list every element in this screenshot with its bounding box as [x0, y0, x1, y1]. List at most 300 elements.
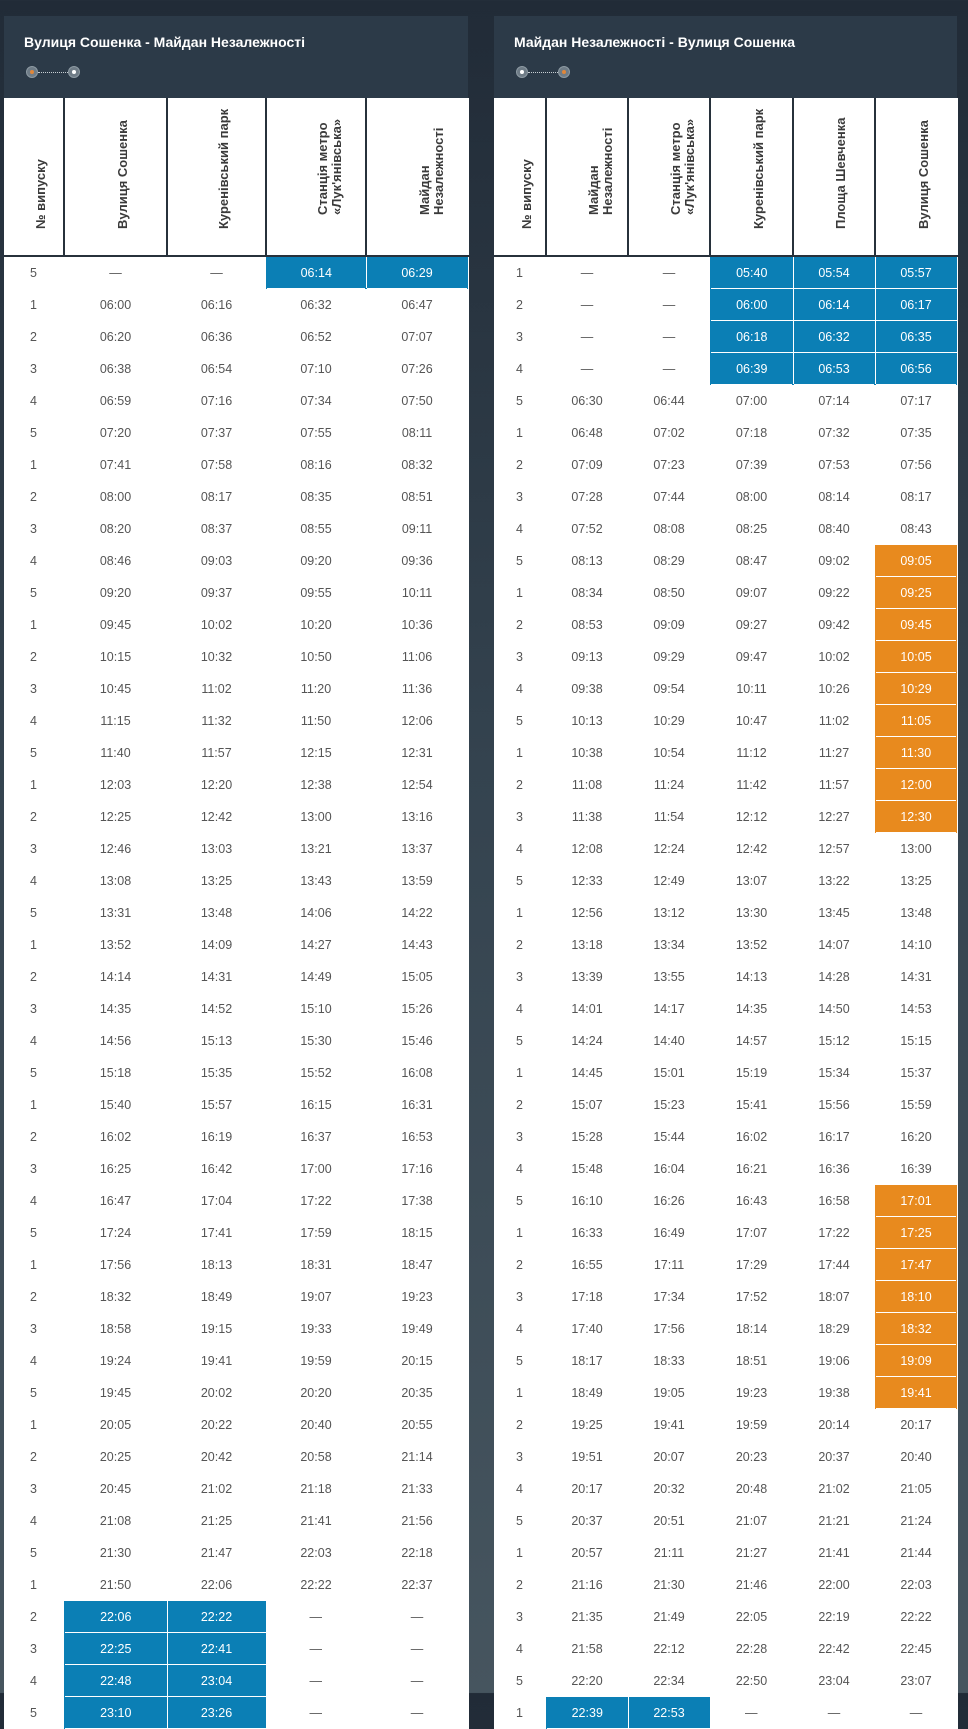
departure-time-cell: 20:07 — [628, 1441, 710, 1473]
departure-time-cell: 14:52 — [167, 993, 266, 1025]
column-header-label: Вулиця Сошенка — [114, 120, 130, 229]
timetable — [4, 98, 469, 1729]
departure-time-cell: 08:20 — [64, 513, 167, 545]
table-row — [494, 449, 957, 481]
departure-time-cell: 09:13 — [546, 641, 628, 673]
departure-time-cell: 19:23 — [366, 1281, 468, 1313]
departure-time-cell: 07:44 — [628, 481, 710, 513]
departure-time-cell: 21:35 — [546, 1601, 628, 1633]
departure-time-cell: 15:05 — [366, 961, 468, 993]
table-row — [494, 256, 957, 289]
departure-time-cell: 18:14 — [710, 1313, 793, 1345]
departure-time-cell: 11:38 — [546, 801, 628, 833]
departure-time-cell: 10:29 — [875, 673, 957, 705]
departure-time-cell: 18:33 — [628, 1345, 710, 1377]
table-row — [4, 481, 468, 513]
departure-time-cell: 15:44 — [628, 1121, 710, 1153]
release-number-cell: 1 — [494, 1377, 546, 1409]
departure-time-cell: 12:24 — [628, 833, 710, 865]
release-number-cell: 4 — [494, 993, 546, 1025]
release-number-cell: 4 — [4, 705, 64, 737]
departure-time-cell: 13:25 — [167, 865, 266, 897]
departure-time-cell: 16:39 — [875, 1153, 957, 1185]
departure-time-cell: 17:07 — [710, 1217, 793, 1249]
departure-time-cell: 22:12 — [628, 1633, 710, 1665]
departure-time-cell: 11:57 — [167, 737, 266, 769]
release-number-cell: 3 — [494, 321, 546, 353]
departure-time-cell: 10:11 — [366, 577, 468, 609]
departure-time-cell: 07:39 — [710, 449, 793, 481]
release-number-cell: 4 — [494, 1153, 546, 1185]
departure-time-cell: 20:02 — [167, 1377, 266, 1409]
departure-time-cell: 13:31 — [64, 897, 167, 929]
departure-time-cell: 22:53 — [628, 1697, 710, 1729]
departure-time-cell: 17:22 — [266, 1185, 366, 1217]
departure-time-cell: — — [628, 289, 710, 321]
table-row — [494, 1345, 957, 1377]
departure-time-cell: 21:41 — [266, 1505, 366, 1537]
departure-time-cell: 22:37 — [366, 1569, 468, 1601]
departure-time-cell: — — [366, 1601, 468, 1633]
departure-time-cell: 12:33 — [546, 865, 628, 897]
departure-time-cell: 13:52 — [64, 929, 167, 961]
departure-time-cell: 13:03 — [167, 833, 266, 865]
release-number-cell: 1 — [4, 1569, 64, 1601]
release-number-cell: 4 — [494, 1473, 546, 1505]
departure-time-cell: 12:42 — [710, 833, 793, 865]
departure-time-cell: 10:05 — [875, 641, 957, 673]
departure-time-cell: 20:25 — [64, 1441, 167, 1473]
departure-time-cell: 15:30 — [266, 1025, 366, 1057]
departure-time-cell: 10:32 — [167, 641, 266, 673]
departure-time-cell: 11:24 — [628, 769, 710, 801]
departure-time-cell: 12:12 — [710, 801, 793, 833]
departure-time-cell: 17:34 — [628, 1281, 710, 1313]
column-header-label: Майдан Незалежності — [416, 127, 446, 215]
departure-time-cell: 12:46 — [64, 833, 167, 865]
departure-time-cell: 09:03 — [167, 545, 266, 577]
departure-time-cell: 16:08 — [366, 1057, 468, 1089]
timetable-panel-left — [4, 16, 468, 1729]
release-number-cell: 5 — [494, 865, 546, 897]
table-row — [494, 1281, 957, 1313]
departure-time-cell: 07:52 — [546, 513, 628, 545]
departure-time-cell: 09:20 — [266, 545, 366, 577]
departure-time-cell: 21:16 — [546, 1569, 628, 1601]
departure-time-cell: 07:18 — [710, 417, 793, 449]
departure-time-cell: 07:16 — [167, 385, 266, 417]
release-number-cell: 1 — [4, 769, 64, 801]
table-row — [494, 1121, 957, 1153]
table-row — [494, 577, 957, 609]
departure-time-cell: 15:41 — [710, 1089, 793, 1121]
release-number-cell: 5 — [4, 1537, 64, 1569]
departure-time-cell: 08:53 — [546, 609, 628, 641]
departure-time-cell: 21:02 — [793, 1473, 875, 1505]
departure-time-cell: 14:35 — [710, 993, 793, 1025]
departure-time-cell: 22:05 — [710, 1601, 793, 1633]
departure-time-cell: 07:55 — [266, 417, 366, 449]
departure-time-cell: 08:16 — [266, 449, 366, 481]
departure-time-cell: 12:25 — [64, 801, 167, 833]
column-header — [266, 98, 366, 256]
departure-time-cell: 17:56 — [64, 1249, 167, 1281]
departure-time-cell: 21:11 — [628, 1537, 710, 1569]
release-number-cell: 3 — [4, 353, 64, 385]
departure-time-cell: 21:41 — [793, 1537, 875, 1569]
departure-time-cell: 15:12 — [793, 1025, 875, 1057]
release-number-cell: 4 — [4, 1025, 64, 1057]
table-row — [494, 1537, 957, 1569]
departure-time-cell: 19:41 — [875, 1377, 957, 1409]
release-number-cell: 2 — [4, 1601, 64, 1633]
departure-time-cell: 10:11 — [710, 673, 793, 705]
departure-time-cell: 08:00 — [64, 481, 167, 513]
table-row — [4, 1057, 468, 1089]
departure-time-cell: 15:28 — [546, 1121, 628, 1153]
departure-time-cell: 19:24 — [64, 1345, 167, 1377]
release-number-cell: 1 — [4, 1249, 64, 1281]
departure-time-cell: 16:58 — [793, 1185, 875, 1217]
release-number-cell: 5 — [494, 545, 546, 577]
departure-time-cell: 19:41 — [628, 1409, 710, 1441]
departure-time-cell: 06:16 — [167, 289, 266, 321]
departure-time-cell: 22:22 — [167, 1601, 266, 1633]
departure-time-cell: 22:06 — [64, 1601, 167, 1633]
departure-time-cell: 16:04 — [628, 1153, 710, 1185]
release-number-cell: 2 — [494, 449, 546, 481]
departure-time-cell: — — [366, 1665, 468, 1697]
departure-time-cell: 19:07 — [266, 1281, 366, 1313]
release-number-cell: 4 — [494, 513, 546, 545]
departure-time-cell: 22:34 — [628, 1665, 710, 1697]
departure-time-cell: 18:58 — [64, 1313, 167, 1345]
departure-time-cell: 17:29 — [710, 1249, 793, 1281]
departure-time-cell: 16:21 — [710, 1153, 793, 1185]
departure-time-cell: 09:29 — [628, 641, 710, 673]
departure-time-cell: 15:26 — [366, 993, 468, 1025]
departure-time-cell: 07:23 — [628, 449, 710, 481]
column-header-label: Куренівський парк — [750, 108, 766, 229]
departure-time-cell: — — [546, 353, 628, 385]
departure-time-cell: 08:13 — [546, 545, 628, 577]
departure-time-cell: 15:46 — [366, 1025, 468, 1057]
table-row — [494, 1057, 957, 1089]
departure-time-cell: 13:08 — [64, 865, 167, 897]
departure-time-cell: 21:44 — [875, 1537, 957, 1569]
departure-time-cell: 16:33 — [546, 1217, 628, 1249]
table-row — [494, 545, 957, 577]
departure-time-cell: 13:45 — [793, 897, 875, 929]
departure-time-cell: 11:20 — [266, 673, 366, 705]
table-row — [494, 993, 957, 1025]
departure-time-cell: — — [266, 1697, 366, 1729]
departure-time-cell: 07:56 — [875, 449, 957, 481]
release-number-cell: 1 — [494, 1537, 546, 1569]
release-number-cell: 2 — [494, 1409, 546, 1441]
departure-time-cell: 15:40 — [64, 1089, 167, 1121]
departure-time-cell: 13:55 — [628, 961, 710, 993]
departure-time-cell: 18:07 — [793, 1281, 875, 1313]
column-header-label: Станція метро «Лук'янівська» — [315, 118, 344, 215]
table-row — [4, 545, 468, 577]
release-number-cell: 4 — [4, 1345, 64, 1377]
table-row — [4, 1569, 468, 1601]
departure-time-cell: 22:28 — [710, 1633, 793, 1665]
release-number-cell: 1 — [4, 449, 64, 481]
table-row — [494, 801, 957, 833]
table-row — [4, 705, 468, 737]
departure-time-cell: 21:14 — [366, 1441, 468, 1473]
departure-time-cell: 12:27 — [793, 801, 875, 833]
departure-time-cell: 17:59 — [266, 1217, 366, 1249]
table-row — [494, 1153, 957, 1185]
table-row — [4, 513, 468, 545]
table-row — [494, 289, 957, 321]
table-row — [4, 609, 468, 641]
release-number-cell: 3 — [494, 801, 546, 833]
departure-time-cell: 21:02 — [167, 1473, 266, 1505]
table-row — [494, 1185, 957, 1217]
departure-time-cell: 21:24 — [875, 1505, 957, 1537]
release-number-cell: 5 — [4, 737, 64, 769]
departure-time-cell: 11:02 — [793, 705, 875, 737]
departure-time-cell: 11:40 — [64, 737, 167, 769]
departure-time-cell: 22:06 — [167, 1569, 266, 1601]
departure-time-cell: 15:18 — [64, 1057, 167, 1089]
panel-header — [494, 16, 957, 98]
direction-indicator[interactable] — [516, 66, 572, 80]
departure-time-cell: 22:41 — [167, 1633, 266, 1665]
departure-time-cell: 08:37 — [167, 513, 266, 545]
departure-time-cell: 12:15 — [266, 737, 366, 769]
departure-time-cell: 10:36 — [366, 609, 468, 641]
departure-time-cell: — — [366, 1697, 468, 1729]
timetable-header — [494, 98, 957, 256]
column-header-label: Вулиця Сошенка — [915, 120, 931, 229]
departure-time-cell: 10:50 — [266, 641, 366, 673]
departure-time-cell: 12:20 — [167, 769, 266, 801]
departure-time-cell: 16:49 — [628, 1217, 710, 1249]
departure-time-cell: 06:00 — [710, 289, 793, 321]
end-stop-dot-icon — [558, 66, 570, 78]
departure-time-cell: 11:32 — [167, 705, 266, 737]
departure-time-cell: 16:26 — [628, 1185, 710, 1217]
column-header-label: Площа Шевченка — [833, 117, 848, 229]
departure-time-cell: 20:05 — [64, 1409, 167, 1441]
timetable-body — [4, 256, 468, 1729]
release-number-cell: 3 — [4, 993, 64, 1025]
departure-time-cell: 07:17 — [875, 385, 957, 417]
release-number-cell: 3 — [4, 673, 64, 705]
table-row — [494, 353, 957, 385]
departure-time-cell: 20:22 — [167, 1409, 266, 1441]
table-row — [4, 353, 468, 385]
departure-time-cell: — — [266, 1665, 366, 1697]
departure-time-cell: 15:19 — [710, 1057, 793, 1089]
release-number-cell: 2 — [4, 1121, 64, 1153]
departure-time-cell: 07:50 — [366, 385, 468, 417]
release-number-cell: 2 — [4, 481, 64, 513]
departure-time-cell: 13:37 — [366, 833, 468, 865]
route-line-icon — [528, 72, 558, 73]
departure-time-cell: 14:22 — [366, 897, 468, 929]
release-number-cell: 2 — [494, 929, 546, 961]
departure-time-cell: 17:00 — [266, 1153, 366, 1185]
departure-time-cell: 13:00 — [266, 801, 366, 833]
departure-time-cell: 22:00 — [793, 1569, 875, 1601]
release-number-cell: 5 — [494, 705, 546, 737]
release-number-cell: 3 — [494, 481, 546, 513]
departure-time-cell: 13:59 — [366, 865, 468, 897]
departure-time-cell: 09:20 — [64, 577, 167, 609]
departure-time-cell: 14:53 — [875, 993, 957, 1025]
departure-time-cell: 21:18 — [266, 1473, 366, 1505]
table-row — [494, 1633, 957, 1665]
departure-time-cell: 14:28 — [793, 961, 875, 993]
departure-time-cell: 06:39 — [710, 353, 793, 385]
departure-time-cell: 06:48 — [546, 417, 628, 449]
table-row — [4, 1025, 468, 1057]
departure-time-cell: 11:57 — [793, 769, 875, 801]
release-number-cell: 1 — [494, 256, 546, 289]
table-row — [4, 289, 468, 321]
departure-time-cell: 12:42 — [167, 801, 266, 833]
release-number-cell: 1 — [494, 417, 546, 449]
departure-time-cell: 10:20 — [266, 609, 366, 641]
release-number-cell: 4 — [4, 385, 64, 417]
release-number-cell: 5 — [4, 256, 64, 289]
release-number-cell: 1 — [494, 1697, 546, 1729]
table-row — [4, 1473, 468, 1505]
departure-time-cell: 13:52 — [710, 929, 793, 961]
column-header — [793, 98, 875, 256]
departure-time-cell: 20:17 — [875, 1409, 957, 1441]
table-row — [494, 513, 957, 545]
column-header — [64, 98, 167, 256]
departure-time-cell: 22:25 — [64, 1633, 167, 1665]
departure-time-cell: 08:46 — [64, 545, 167, 577]
departure-time-cell: 05:40 — [710, 256, 793, 289]
release-number-cell: 5 — [4, 897, 64, 929]
table-row — [494, 385, 957, 417]
departure-time-cell: 16:15 — [266, 1089, 366, 1121]
departure-time-cell: 15:35 — [167, 1057, 266, 1089]
departure-time-cell: 21:56 — [366, 1505, 468, 1537]
departure-time-cell: 19:51 — [546, 1441, 628, 1473]
departure-time-cell: 14:35 — [64, 993, 167, 1025]
departure-time-cell: 13:18 — [546, 929, 628, 961]
table-row — [494, 641, 957, 673]
departure-time-cell: 09:54 — [628, 673, 710, 705]
departure-time-cell: 06:17 — [875, 289, 957, 321]
departure-time-cell: 13:16 — [366, 801, 468, 833]
departure-time-cell: 22:03 — [875, 1569, 957, 1601]
departure-time-cell: 22:39 — [546, 1697, 628, 1729]
release-number-cell: 3 — [494, 1281, 546, 1313]
departure-time-cell: 14:43 — [366, 929, 468, 961]
departure-time-cell: 23:10 — [64, 1697, 167, 1729]
departure-time-cell: 08:17 — [167, 481, 266, 513]
departure-time-cell: 08:29 — [628, 545, 710, 577]
release-number-cell: 1 — [494, 737, 546, 769]
departure-time-cell: 07:34 — [266, 385, 366, 417]
departure-time-cell: 14:49 — [266, 961, 366, 993]
departure-time-cell: 20:45 — [64, 1473, 167, 1505]
departure-time-cell: 19:06 — [793, 1345, 875, 1377]
departure-time-cell: 11:08 — [546, 769, 628, 801]
departure-time-cell: 18:31 — [266, 1249, 366, 1281]
table-row — [494, 673, 957, 705]
release-number-cell: 3 — [4, 1313, 64, 1345]
release-number-cell: 1 — [4, 1409, 64, 1441]
release-number-cell: 5 — [494, 1025, 546, 1057]
departure-time-cell: 18:13 — [167, 1249, 266, 1281]
departure-time-cell: — — [64, 256, 167, 289]
departure-time-cell: 22:50 — [710, 1665, 793, 1697]
departure-time-cell: 09:27 — [710, 609, 793, 641]
release-number-cell: 5 — [494, 385, 546, 417]
departure-time-cell: 08:32 — [366, 449, 468, 481]
table-row — [4, 256, 468, 289]
departure-time-cell: 15:56 — [793, 1089, 875, 1121]
departure-time-cell: 14:56 — [64, 1025, 167, 1057]
departure-time-cell: 18:17 — [546, 1345, 628, 1377]
departure-time-cell: 06:32 — [266, 289, 366, 321]
release-number-cell: 3 — [494, 1121, 546, 1153]
direction-indicator[interactable] — [26, 66, 82, 80]
table-row — [494, 1089, 957, 1121]
departure-time-cell: — — [546, 256, 628, 289]
departure-time-cell: 13:21 — [266, 833, 366, 865]
departure-time-cell: 22:22 — [266, 1569, 366, 1601]
departure-time-cell: — — [167, 256, 266, 289]
departure-time-cell: 14:57 — [710, 1025, 793, 1057]
departure-time-cell: 09:55 — [266, 577, 366, 609]
departure-time-cell: 21:21 — [793, 1505, 875, 1537]
departure-time-cell: 17:11 — [628, 1249, 710, 1281]
departure-time-cell: 12:06 — [366, 705, 468, 737]
release-number-cell: 3 — [4, 833, 64, 865]
table-row — [494, 769, 957, 801]
departure-time-cell: 16:25 — [64, 1153, 167, 1185]
departure-time-cell: 07:10 — [266, 353, 366, 385]
departure-time-cell: 22:22 — [875, 1601, 957, 1633]
departure-time-cell: 20:42 — [167, 1441, 266, 1473]
column-header — [875, 98, 957, 256]
release-number-cell: 2 — [494, 1249, 546, 1281]
departure-time-cell: 19:25 — [546, 1409, 628, 1441]
departure-time-cell: 14:01 — [546, 993, 628, 1025]
column-header-label: Майдан Незалежності — [586, 127, 615, 215]
departure-time-cell: 16:20 — [875, 1121, 957, 1153]
departure-time-cell: 15:10 — [266, 993, 366, 1025]
departure-time-cell: 11:36 — [366, 673, 468, 705]
table-row — [4, 1345, 468, 1377]
departure-time-cell: 17:44 — [793, 1249, 875, 1281]
table-row — [494, 1665, 957, 1697]
departure-time-cell: 06:53 — [793, 353, 875, 385]
departure-time-cell: 07:02 — [628, 417, 710, 449]
release-number-cell: 5 — [4, 577, 64, 609]
departure-time-cell: 19:23 — [710, 1377, 793, 1409]
departure-time-cell: 20:40 — [875, 1441, 957, 1473]
table-row — [494, 1313, 957, 1345]
departure-time-cell: 15:52 — [266, 1057, 366, 1089]
release-number-cell: 4 — [494, 1633, 546, 1665]
departure-time-cell: 22:45 — [875, 1633, 957, 1665]
departure-time-cell: — — [628, 353, 710, 385]
